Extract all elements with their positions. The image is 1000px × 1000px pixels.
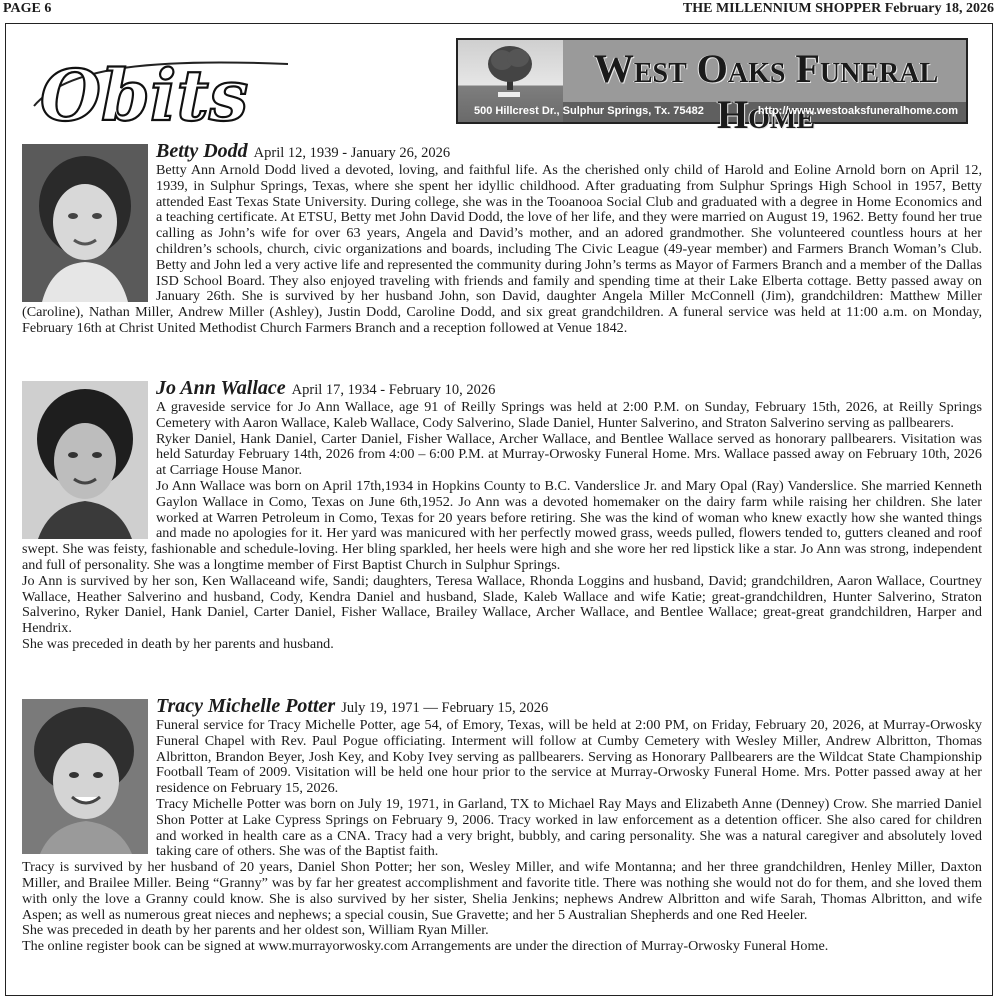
obituary-betty-dodd — [22, 142, 982, 337]
sponsor-address: 500 Hillcrest Dr., Sulphur Springs, Tx. 75482 — [474, 105, 704, 117]
portrait-image — [22, 381, 148, 539]
portrait-image — [22, 699, 148, 854]
obit-dates: April 12, 1939 - January 26, 2026 — [253, 145, 451, 161]
obit-paragraph: Ryker Daniel, Hank Daniel, Carter Daniel, Fisher Wallace, Archer Wallace, and Bentlee Wallace served as honorary pallbearers. Visitation was held Saturday February 14th, 2026 from 4:00 – 6:00 P.M. at Murray-Orwosky Funeral Home. Mrs. Wallace passed away on February 10th, 2026 at Carriage House Manor. — [156, 430, 982, 479]
obit-paragraph: She was preceded in death by her parents and husband. — [22, 635, 334, 652]
obits-title: Obits — [40, 54, 249, 137]
portrait-photo — [22, 144, 148, 302]
obituary-tracy-potter — [22, 697, 982, 955]
obit-paragraph: Funeral service for Tracy Michelle Potter, age 54, of Emory, Texas, will be held at 2:00 PM, on Friday, February 20, 2026, at Murray-Orwosky Funeral Chapel with Rev. Paul Pogue officiating. Interment will follow at Cumby Cemetery with Wesley Miller, Andrew Albritton, Thomas Albritton, Brandon Beyer, Josh Key, and Koby Ivey serving as pallbearers. Serving as Honorary Pallbearers are the Wildcat State Championship Football Team of 2009. Visitation will be held one hour prior to the service at Murray-Orwosky Funeral Home. Mrs. Potter passed away at her residence on February 15, 2026. — [156, 717, 982, 797]
obit-paragraph: Jo Ann Wallace was born on April 17th,1934 in Hopkins County to B.C. Vanderslice Jr. and Mary Opal (Ray) Vanderslice. She married Kenneth Gaylon Wallace in Como, Texas on June 6th,1952. Jo Ann was a devoted homemaker on the dairy farm while raising her children. She later worked at Warren Petroleum in Como, Texas for 20 years before retiring. She was the kind of woman who knew exactly how she wanted things and made no apologies for it. Her yard was manicured with her perfectly mowed grass, weeds pulled, flowers tended to, gutters cleaned and roof swept. She was feisty, fashionable and schedule-loving. Her bling sparkled, her heels were high and she wore her red lipstick like a star. Jo Ann was strong, independent and full of personality. She was a longtime member of First Baptist Church in Sulphur Springs. — [22, 477, 982, 573]
obit-paragraph: Jo Ann is survived by her son, Ken Wallaceand wife, Sandi; daughters, Teresa Wallace, Rhonda Loggins and husband, David; grandchildren, Aaron Wallace, Courtney Wallace, Heather Salverino and husband, Cody, Kendra Daniel and husband, Slade, Kaleb Wallace and wife Katie; great-grandchildren, Hunter Salverino, Straton Salverino, Ryker Daniel, Hank Daniel, Carter Daniel, Fisher Wallace, Brailey Wallace, Archer Wallace, and Bentlee Wallace; great-great grandchildren, Harper and Hendrix. — [22, 572, 982, 637]
obit-heading — [22, 697, 982, 718]
sponsor-banner — [456, 38, 968, 137]
page-number: PAGE 6 — [3, 1, 52, 16]
obit-paragraph: Tracy is survived by her husband of 20 years, Daniel Shon Potter; her son, Wesley Miller, and wife Montanna; and her three grandchildren, Henley Miller, Daxton Miller, and Brailee Miller. Being “Granny” was by far her greatest accomplishment and favorite title. There was nothing she would not do for them, and she loved them with only the love a Granny could know. She is also survived by her sister, Shelia Jenkins; nephews Andrew Albritton and wife Sarah, Thomas Albritton, and wife Aspen; as well as numerous great nieces and nephews; a special cousin, Sue Gravette; and her 5 Australian Shepherds and one Red Heeler. — [22, 859, 982, 923]
running-header — [0, 0, 1000, 20]
sponsor-url[interactable]: http://www.westoaksfuneralhome.com — [757, 105, 958, 117]
obit-heading — [22, 142, 982, 163]
obit-paragraph: Tracy Michelle Potter was born on July 19, 1971, in Garland, TX to Michael Ray Mays and Elizabeth Anne (Denney) Crow. She married Daniel Shon Potter at Lake Cypress Springs on February 9, 2006. Tracy worked in law enforcement as a detention officer. She also cared for children and worked in health care as a CNA. Tracy had a very bright, bubbly, and caring personality. She was a natural caregiver and absolutely loved taking care of others. She was of the Baptist faith. — [156, 795, 982, 860]
obituary-jo-ann-wallace — [22, 379, 982, 653]
obit-paragraph: A graveside service for Jo Ann Wallace, age 91 of Reilly Springs was held at 2:00 P.M. on Sunday, February 15th, 2026, at Reilly Springs Cemetery with Aaron Wallace, Kaleb Wallace, Cody Salverino, Slade Daniel, Hunter Salverino, and Straton Salverino serving as pallbearers. — [156, 399, 982, 431]
obit-dates: April 17, 1934 - February 10, 2026 — [291, 382, 496, 398]
obit-dates: July 19, 1971 — February 15, 2026 — [341, 700, 549, 716]
obit-name: Jo Ann Wallace — [156, 377, 286, 399]
portrait-photo — [22, 381, 148, 539]
portrait-photo — [22, 699, 148, 854]
publication-line: THE MILLENNIUM SHOPPER February 18, 2026 — [682, 1, 994, 16]
obit-paragraph: The online register book can be signed at www.murrayorwosky.com Arrangements are under the direction of Murray-Orwosky Funeral Home. — [22, 938, 829, 955]
obit-paragraph: She was preceded in death by her parents and her oldest son, William Ryan Miller. — [22, 922, 489, 939]
sponsor-name: West Oaks Funeral Home — [593, 46, 939, 137]
obit-name: Tracy Michelle Potter — [156, 695, 336, 717]
portrait-image — [22, 144, 148, 302]
obits-logo — [26, 28, 296, 138]
obit-paragraph: Betty Ann Arnold Dodd lived a devoted, loving, and faithful life. As the cherished only child of Harold and Eoline Arnold born on April 12, 1939, in Sulphur Springs, Texas, where she spent her idyllic childhood. After graduating from Sulphur Springs High School in 1957, Betty attended East Texas State University. During college, she was in the Tooanooa Social Club and graduated with a degree in Home Economics and a teaching certificate. At ETSU, Betty met John David Dodd, the love of her life, and they were married on August 19, 1962. Betty found her true calling as John’s wife for over 63 years, Angela and David’s mother, and an adored grandmother. She volunteered countless hours at her children’s schools, church, civic organizations and boards, including The Civic League (49-year member) and Farmers Branch Woman’s Club. Betty and John led a very active life and represented the community during John’s terms as Mayor of Farmers Branch and a member of the Dallas ISD School Board. They also enjoyed traveling with friends and family and spending time at their Lake Elberta cottage. Betty passed away on January 26th. She is survived by her husband John, son David, daughter Angela Miller McConnell (Jim), grandchildren: Matthew Miller (Caroline), Nathan Miller, Andrew Miller (Ashley), Justin Dodd, Caroline Dodd, and six great grandchildren. A funeral service was held at 11:00 a.m. on Monday, February 16th at Christ United Methodist Church Farmers Branch and a reception followed at Venue 1842. — [22, 162, 982, 336]
obit-heading — [22, 379, 982, 400]
tree-icon — [458, 40, 563, 102]
obit-name: Betty Dodd — [156, 140, 248, 162]
